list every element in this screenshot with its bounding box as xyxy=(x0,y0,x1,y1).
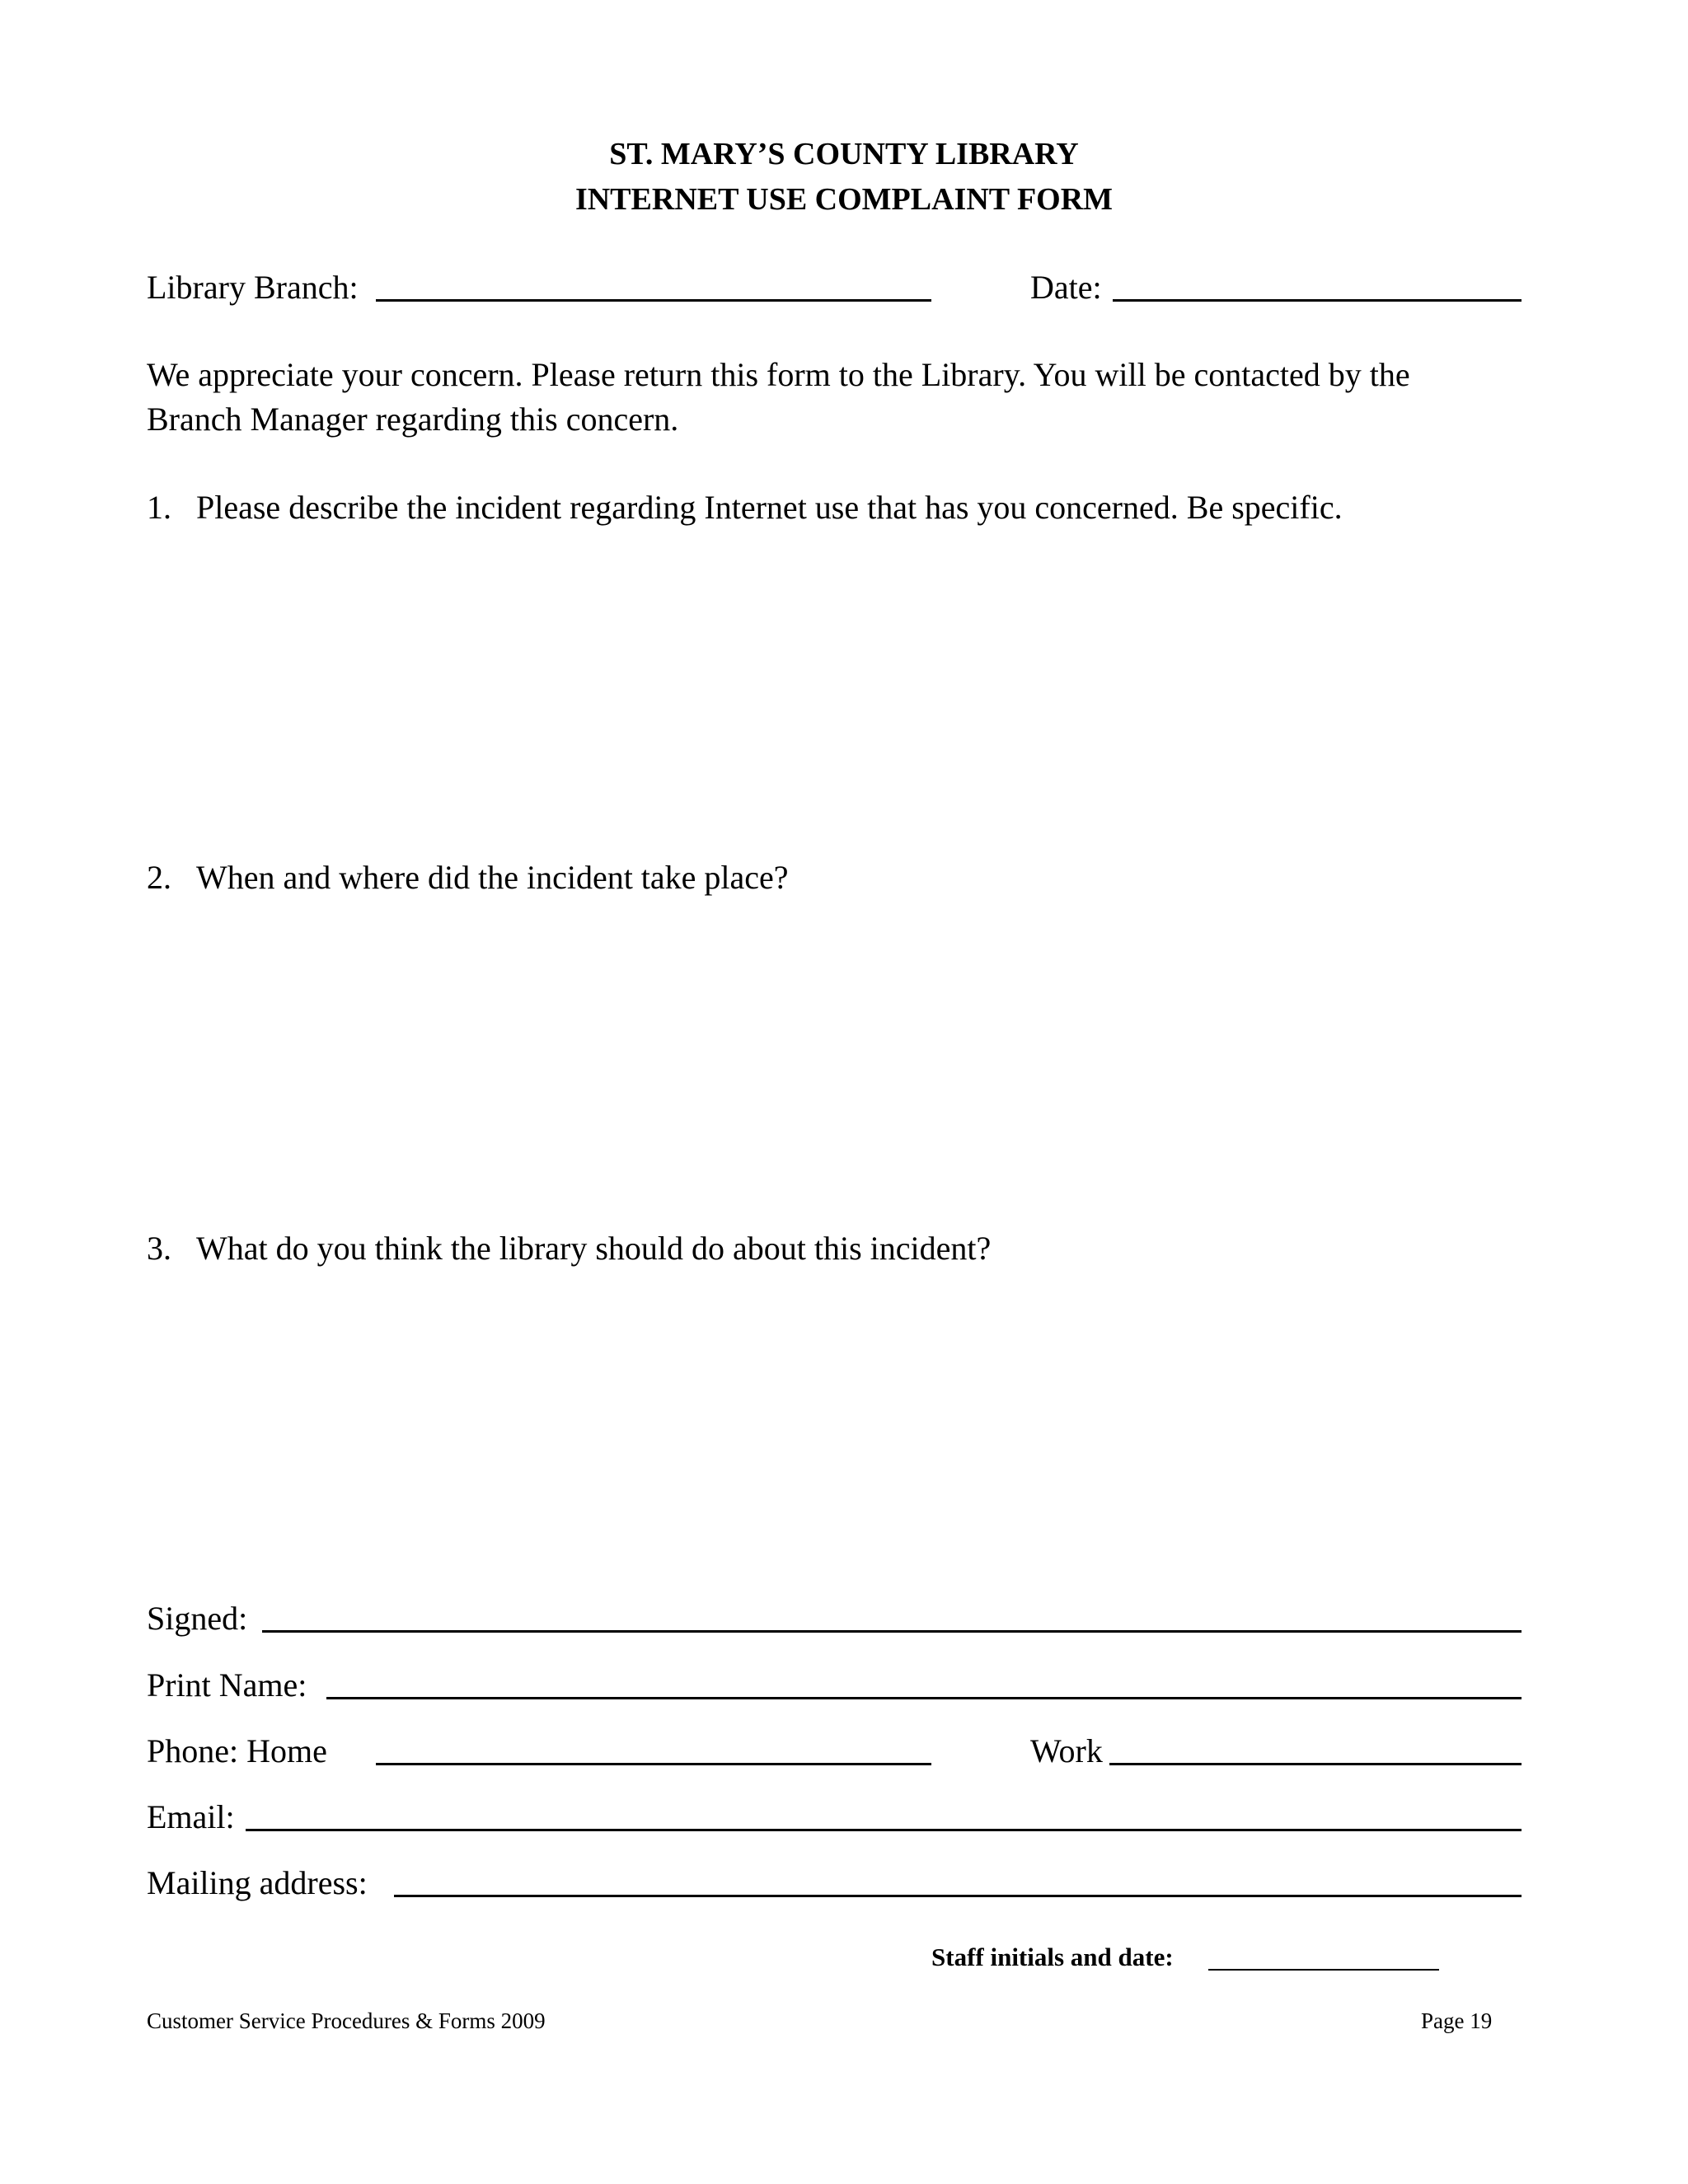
email-label: Email: xyxy=(147,1798,235,1835)
print-name-field[interactable] xyxy=(326,1697,1522,1699)
intro-line2: Branch Manager regarding this concern. xyxy=(147,401,679,438)
footer-left: Customer Service Procedures & Forms 2009 xyxy=(147,2008,546,2033)
phone-home-field[interactable] xyxy=(376,1763,931,1765)
mailing-address-label: Mailing address: xyxy=(147,1864,368,1901)
signed-label: Signed: xyxy=(147,1600,248,1637)
staff-initials-label: Staff initials and date: xyxy=(931,1943,1174,1971)
print-name-label: Print Name: xyxy=(147,1666,307,1704)
mailing-address-field[interactable] xyxy=(394,1895,1522,1897)
email-field[interactable] xyxy=(246,1829,1522,1831)
date-label: Date: xyxy=(1030,269,1102,306)
date-field[interactable] xyxy=(1113,299,1522,302)
staff-initials-field[interactable] xyxy=(1208,1969,1439,1971)
question-2-number: 2. xyxy=(147,859,171,896)
phone-work-label: Work xyxy=(1030,1732,1103,1769)
form-title-line2: INTERNET USE COMPLAINT FORM xyxy=(574,182,1114,217)
library-branch-field[interactable] xyxy=(376,299,931,302)
phone-home-label: Phone: Home xyxy=(147,1732,327,1769)
question-2-text: When and where did the incident take place? xyxy=(196,859,789,896)
question-1-number: 1. xyxy=(147,489,171,526)
question-1-text: Please describe the incident regarding Internet use that has you concerned. Be specific. xyxy=(196,489,1343,526)
page-number: Page 19 xyxy=(1421,2008,1493,2033)
signed-field[interactable] xyxy=(262,1630,1522,1633)
intro-line1: We appreciate your concern. Please return this form to the Library. You will be contacted by the xyxy=(147,356,1410,393)
question-3-text: What do you think the library should do about this incident? xyxy=(196,1230,992,1267)
library-branch-label: Library Branch: xyxy=(147,269,359,306)
form-title-line1: ST. MARY’S COUNTY LIBRARY xyxy=(609,137,1079,171)
question-3-number: 3. xyxy=(147,1230,171,1267)
phone-work-field[interactable] xyxy=(1109,1763,1522,1765)
